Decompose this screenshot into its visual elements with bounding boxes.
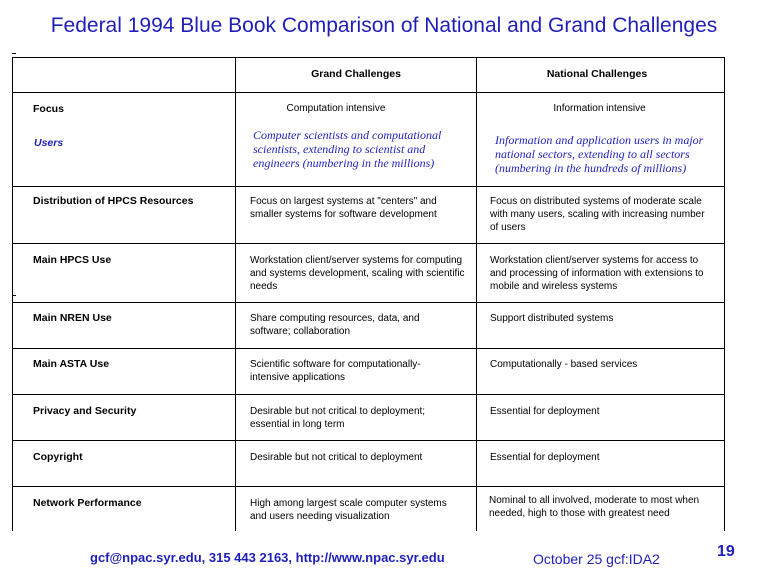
row-label-privacy: Privacy and Security bbox=[33, 405, 137, 417]
row-divider bbox=[12, 486, 725, 487]
cell-nren-national: Support distributed systems bbox=[490, 313, 614, 324]
tick-mark bbox=[12, 53, 16, 54]
row-label-distribution: Distribution of HPCS Resources bbox=[33, 195, 194, 207]
cell-distribution-grand: Focus on largest systems at "centers" and smaller systems for software development bbox=[250, 196, 437, 220]
row-label-copyright: Copyright bbox=[33, 451, 83, 463]
cell-network-grand: High among largest scale computer systems and users needing visualization bbox=[250, 498, 447, 522]
row-divider bbox=[12, 302, 725, 303]
cell-hpcs-grand: Workstation client/server systems for computing and systems development, scaling with scientific needs bbox=[250, 255, 465, 292]
cell-copyright-national: Essential for deployment bbox=[490, 452, 600, 463]
cell-privacy-grand: Desirable but not critical to deployment; essential in long term bbox=[250, 406, 426, 430]
cell-users-national: Information and application users in major national sectors, extending to all sectors (numbering in the hundreds of millions) bbox=[495, 133, 704, 175]
column-header-national: National Challenges bbox=[546, 68, 648, 80]
row-divider bbox=[12, 243, 725, 244]
column-header-grand: Grand Challenges bbox=[311, 68, 401, 80]
cell-copyright-grand: Desirable but not critical to deployment bbox=[250, 452, 423, 463]
row-label-users: Users bbox=[34, 137, 64, 149]
cell-network-national: Nominal to all involved, moderate to most when needed, high to those with greatest need bbox=[489, 495, 700, 519]
column-divider bbox=[476, 57, 477, 531]
column-divider bbox=[235, 57, 236, 531]
cell-distribution-national: Focus on distributed systems of moderate scale with many users, scaling with increasing number of users bbox=[490, 196, 705, 233]
row-divider bbox=[12, 92, 725, 93]
cell-focus-grand: Computation intensive bbox=[286, 103, 386, 114]
cell-hpcs-national: Workstation client/server systems for access to and processing of information with extensions to mobile and wireless systems bbox=[490, 255, 704, 292]
row-divider bbox=[12, 394, 725, 395]
page-number: 19 bbox=[717, 543, 735, 560]
row-divider bbox=[12, 186, 725, 187]
row-divider bbox=[12, 348, 725, 349]
cell-asta-grand: Scientific software for computationally-intensive applications bbox=[250, 359, 421, 383]
page-title: Federal 1994 Blue Book Comparison of National and Grand Challenges bbox=[50, 14, 718, 37]
row-label-hpcs: Main HPCS Use bbox=[33, 254, 112, 266]
row-divider bbox=[12, 440, 725, 441]
cell-privacy-national: Essential for deployment bbox=[490, 406, 600, 417]
row-label-focus: Focus bbox=[33, 103, 64, 115]
row-label-asta: Main ASTA Use bbox=[33, 358, 110, 370]
cell-users-grand: Computer scientists and computational scientists, extending to scientist and engineers (numbering in the millions) bbox=[253, 128, 442, 170]
cell-nren-grand: Share computing resources, data, and software; collaboration bbox=[250, 313, 420, 337]
footer-date: October 25 gcf:IDA2 bbox=[533, 551, 660, 567]
row-label-network: Network Performance bbox=[33, 497, 142, 509]
footer-contact: gcf@npac.syr.edu, 315 443 2163, http://www.npac.syr.edu bbox=[90, 550, 445, 565]
row-label-nren: Main NREN Use bbox=[33, 312, 112, 324]
cell-focus-national: Information intensive bbox=[553, 103, 646, 114]
cell-asta-national: Computationally - based services bbox=[490, 359, 638, 370]
